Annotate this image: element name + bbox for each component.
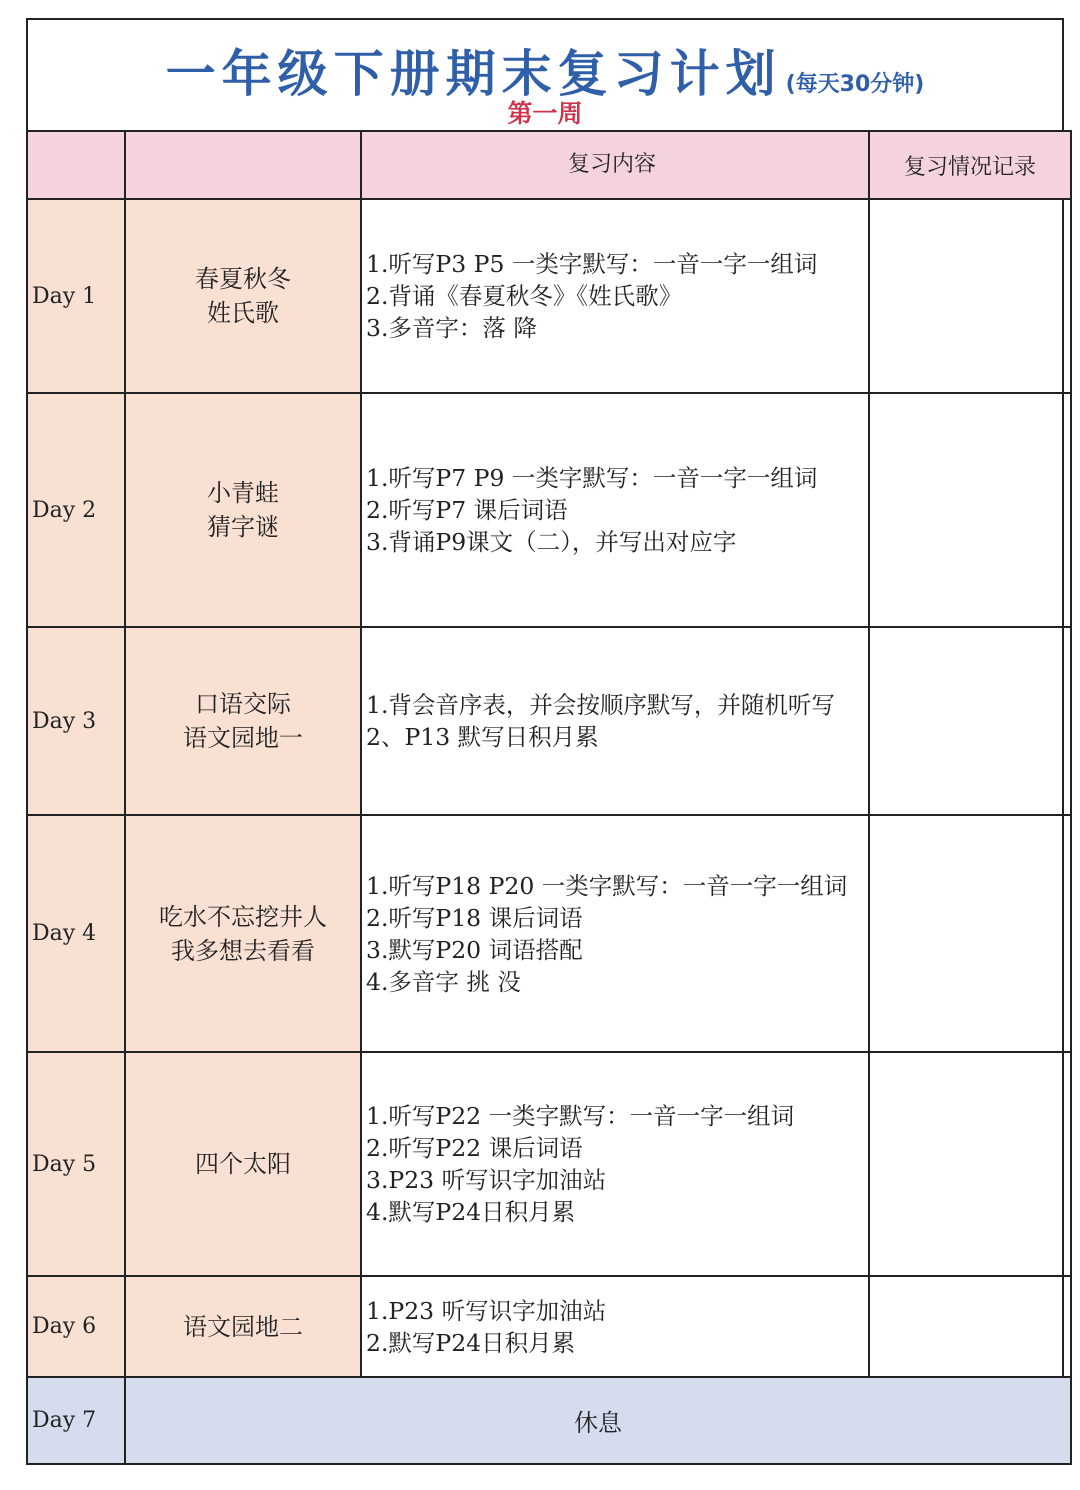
topic-line: 我多想去看看 xyxy=(171,936,315,965)
day-cell: Day 5 xyxy=(27,1052,125,1276)
table-row xyxy=(27,393,1071,627)
day-cell: Day 6 xyxy=(27,1276,125,1377)
header-day-cell xyxy=(27,131,125,199)
record-cell[interactable] xyxy=(869,1276,1071,1377)
content-cell xyxy=(361,815,869,1052)
review-plan-sheet xyxy=(26,18,1064,1465)
table-row xyxy=(27,815,1071,1052)
rest-label: 休息 xyxy=(125,1377,1071,1464)
record-cell[interactable] xyxy=(869,1052,1071,1276)
content-line: 1.听写P22 一类字默写：一音一字一组词 xyxy=(366,1102,795,1130)
content-line: 2.背诵《春夏秋冬》《姓氏歌》 xyxy=(366,282,683,310)
plan-table xyxy=(26,130,1072,1465)
table-row xyxy=(27,199,1071,393)
week-label: 第一周 xyxy=(507,99,583,128)
record-cell[interactable] xyxy=(869,815,1071,1052)
day-cell: Day 7 xyxy=(27,1377,125,1464)
topic-cell xyxy=(125,1276,361,1377)
page-title: 一年级下册期末复习计划 xyxy=(165,45,782,103)
topic-line: 口语交际 xyxy=(195,690,291,718)
content-line: 1.听写P3 P5 一类字默写：一音一字一组词 xyxy=(366,250,818,278)
header-content-cell: 复习内容 xyxy=(361,131,869,199)
day-cell: Day 3 xyxy=(27,627,125,815)
topic-cell xyxy=(125,393,361,627)
topic-line: 姓氏歌 xyxy=(207,299,279,327)
header-record-cell: 复习情况记录 xyxy=(869,131,1071,199)
table-row xyxy=(27,627,1071,815)
table-row xyxy=(27,1052,1071,1276)
record-cell[interactable] xyxy=(869,199,1071,393)
content-line: 1.背会音序表，并会按顺序默写，并随机听写 xyxy=(366,691,835,719)
content-line: 2.听写P18 课后词语 xyxy=(366,903,583,932)
topic-line: 吃水不忘挖井人 xyxy=(159,902,327,931)
content-line: 1.听写P7 P9 一类字默写：一音一字一组词 xyxy=(366,464,818,492)
record-cell[interactable] xyxy=(869,393,1071,627)
topic-line: 四个太阳 xyxy=(195,1150,291,1178)
content-cell xyxy=(361,1276,869,1377)
rest-row xyxy=(27,1377,1071,1464)
content-line: 2.听写P7 课后词语 xyxy=(366,496,568,524)
content-line: 1.P23 听写识字加油站 xyxy=(366,1296,607,1325)
content-cell xyxy=(361,199,869,393)
content-line: 3.默写P20 词语搭配 xyxy=(366,935,583,964)
topic-cell xyxy=(125,1052,361,1276)
topic-cell xyxy=(125,199,361,393)
record-cell[interactable] xyxy=(869,627,1071,815)
content-cell xyxy=(361,393,869,627)
page-subtitle: (每天30分钟) xyxy=(785,72,925,97)
plan-table-body xyxy=(27,131,1071,1464)
topic-cell xyxy=(125,627,361,815)
content-line: 2.听写P22 课后词语 xyxy=(366,1134,583,1162)
content-line: 4.多音字 挑 没 xyxy=(366,967,521,996)
topic-line: 小青蛙 xyxy=(207,479,279,507)
content-line: 3.P23 听写识字加油站 xyxy=(366,1166,607,1194)
content-line: 1.听写P18 P20 一类字默写：一音一字一组词 xyxy=(366,871,848,900)
day-cell: Day 1 xyxy=(27,199,125,393)
title-area xyxy=(28,20,1062,132)
topic-line: 语文园地二 xyxy=(183,1312,303,1341)
day-cell: Day 2 xyxy=(27,393,125,627)
content-line: 4.默写P24日积月累 xyxy=(366,1198,576,1226)
content-line: 2.默写P24日积月累 xyxy=(366,1328,576,1357)
header-topic-cell xyxy=(125,131,361,199)
topic-line: 语文园地一 xyxy=(183,724,303,752)
table-row xyxy=(27,1276,1071,1377)
topic-cell xyxy=(125,815,361,1052)
content-cell xyxy=(361,627,869,815)
topic-line: 春夏秋冬 xyxy=(195,265,291,293)
content-line: 2、P13 默写日积月累 xyxy=(366,723,599,751)
header-row xyxy=(27,131,1071,199)
content-line: 3.背诵P9课文（二），并写出对应字 xyxy=(366,528,737,556)
topic-line: 猜字谜 xyxy=(207,513,279,541)
day-cell: Day 4 xyxy=(27,815,125,1052)
content-line: 3.多音字：落 降 xyxy=(366,314,537,342)
content-cell xyxy=(361,1052,869,1276)
